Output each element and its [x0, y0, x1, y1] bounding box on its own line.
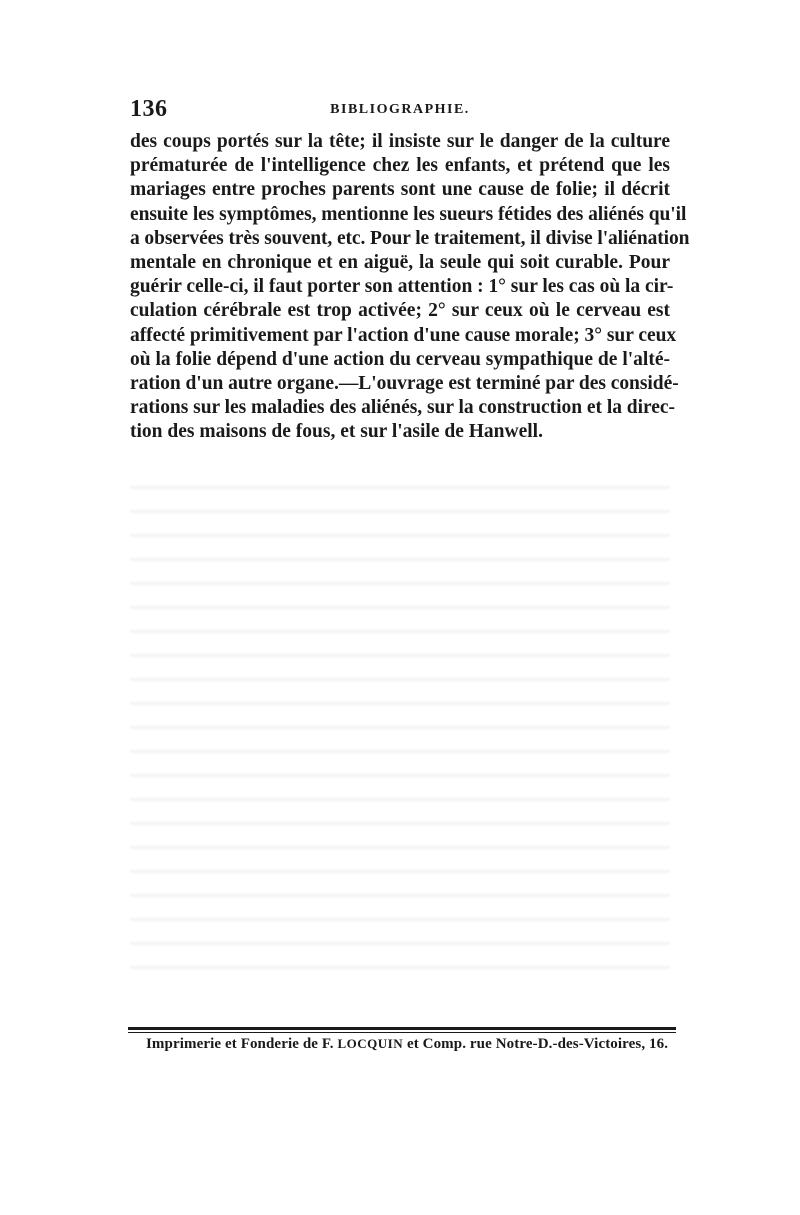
page-number: 136	[130, 96, 168, 122]
printer-imprint	[146, 1036, 669, 1053]
footer-rule-thin	[128, 1032, 676, 1033]
text-line: ration d'un autre organe.—L'ouvrage est terminé par des considé-	[130, 373, 679, 395]
text-line: culation cérébrale est trop activée; 2° sur ceux où le cerveau est	[130, 300, 670, 322]
running-title: BIBLIOGRAPHIE.	[330, 102, 470, 117]
text-line: mariages entre proches parents sont une cause de folie; il décrit	[130, 179, 670, 201]
text-line: tion des maisons de fous, et sur l'asile de Hanwell.	[130, 421, 543, 443]
running-head	[130, 96, 670, 126]
text-line: des coups portés sur la tête; il insiste sur le danger de la culture	[130, 131, 670, 152]
text-line: mentale en chronique et en aiguë, la seule qui soit curable. Pour	[130, 252, 670, 274]
imprint-prefix: Imprimerie et Fonderie de F.	[146, 1036, 338, 1052]
imprint-suffix: et Comp. rue Notre-D.-des-Victoires, 16.	[403, 1036, 669, 1052]
text-line: affecté primitivement par l'action d'une cause morale; 3° sur ceux	[130, 324, 677, 346]
text-line: rations sur les maladies des aliénés, sur la construction et la direc-	[130, 397, 675, 419]
text-line: où la folie dépend d'une action du cerveau sympathique de l'alté-	[130, 348, 670, 370]
text-line: a observées très souvent, etc. Pour le traitement, il divise l'aliénation	[130, 227, 690, 249]
body-paragraph	[130, 130, 690, 445]
text-line: prématurée de l'intelligence chez les enfants, et prétend que les	[130, 155, 670, 177]
imprint-printer-name: LOCQUIN	[337, 1036, 404, 1051]
text-line: guérir celle-ci, il faut porter son attention : 1° sur les cas où la cir-	[130, 276, 674, 298]
footer-rule	[128, 1027, 676, 1030]
show-through-texture	[130, 470, 670, 990]
text-line: ensuite les symptômes, mentionne les sueurs fétides des aliénés qu'il	[130, 203, 687, 225]
